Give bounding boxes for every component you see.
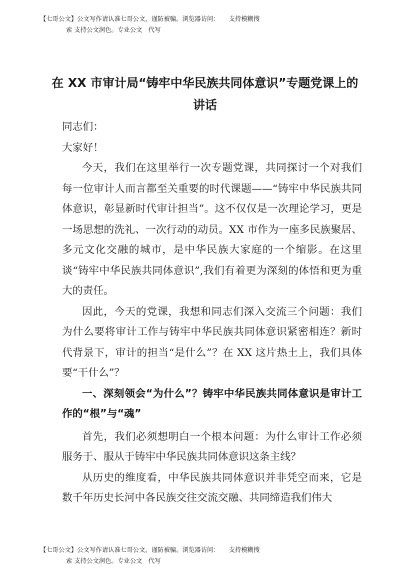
greeting: 大家好！ — [62, 141, 104, 154]
paragraph-3: 首先，我们必须想明白一个根本问题：为什么审计工作必须服务于、服从于铸牢中华民族共同体意识这条主线？ — [62, 430, 362, 463]
page-header — [40, 14, 380, 36]
paragraph-1: 今天，我们在这里举行一次专题党课，共同探讨一个对我们每一位审计人而言都至关重要的时代课题——“铸牢中华民族共同体意识，彰显新时代审计担当”。这不仅仅是一次理论学习，更是一场思想的洗礼、一次行动的动员。XX 市作为一座多民族聚居、多元文化交融的城市，是中华民族大家庭的一个缩影。在这里谈“铸牢中华民族共同体意识”,我们有着更为深刻的体悟和更为重大的责任。 — [62, 162, 362, 297]
salutation: 同志们： — [62, 121, 104, 133]
footer-line-2: 索 支持公文润色。专业公文 代写 — [66, 558, 161, 565]
document-title: 在 XX 市审计局“铸牢中华民族共同体意识”专题党课上的讲话 — [51, 76, 359, 112]
header-line-2: 索 支持公文润色。专业公文 代写 — [66, 27, 161, 34]
paragraph-2: 因此，今天的党课，我想和同志们深入交流三个问题：我们为什么要将审计工作与铸牢中华民族共同体意识紧密相连？新时代背景下，审计的担当“是什么”？在 XX 这片热土上，我们具体要“干什么”？ — [62, 305, 362, 379]
document-body — [62, 117, 362, 509]
paragraph-4: 从历史的维度看，中华民族共同体意识并非凭空而来，它是数千年历史长河中各民族交往交流交融、共同缔造我们伟大 — [62, 471, 362, 504]
footer-line-1: 【七哥公文】公文写作请认准七哥公文，谨防被骗。浏览器访问： 支持模糊搜 — [40, 547, 260, 554]
header-line-1: 【七哥公文】公文写作请认准七哥公文，谨防被骗。浏览器访问： 支持模糊搜 — [40, 16, 260, 23]
section-heading-1: 一、深刻领会“为什么”？铸牢中华民族共同体意识是审计工作的“根”与“魂” — [62, 387, 362, 420]
page-footer — [40, 545, 380, 567]
